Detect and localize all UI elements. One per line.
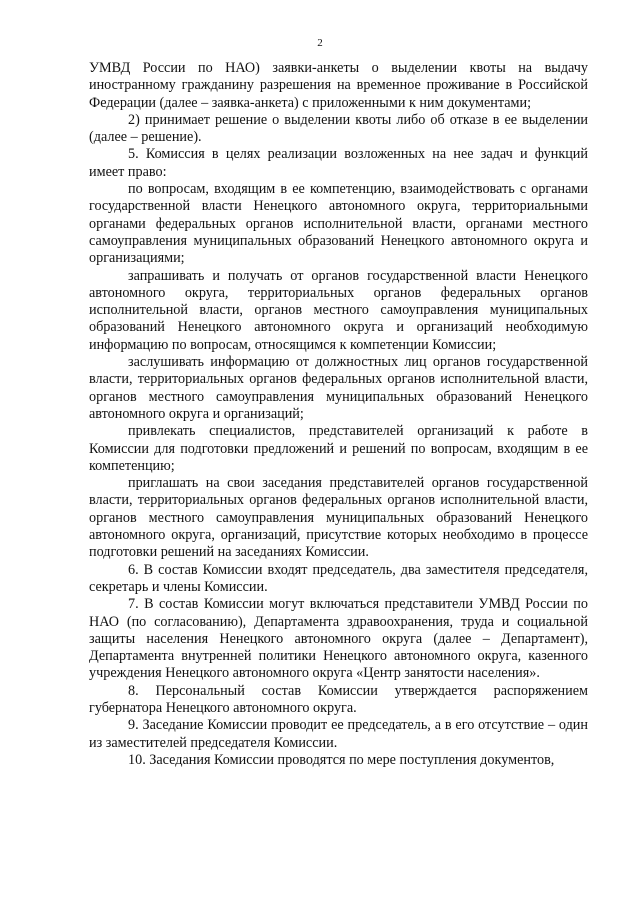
paragraph-composition: 6. В состав Комиссии входят председатель, два заместителя председателя, секретарь и члены Комиссии. (89, 561, 588, 595)
paragraph-meeting-chair: 9. Заседание Комиссии проводит ее председатель, а в его отсутствие – один из заместителей председателя Комиссии. (89, 717, 588, 751)
page-number: 2 (317, 37, 323, 49)
paragraph-request-information: запрашивать и получать от органов государственной власти Ненецкого автономного округа, территориальных органов федеральных органов исполнительной власти, органов местного самоуправления муниципальных образований Ненецкого автономного округа и организаций необходимую информацию по вопросам, относящимся к компетенции Комиссии; (89, 267, 588, 353)
paragraph-possible-members: 7. В состав Комиссии могут включаться представители УМВД России по НАО (по согласованию), Департамента здравоохранения, труда и социальной защиты населения Ненецкого автономного округа (далее – Департамент), Департамента внутренней политики Ненецкого автономного округа, казенного учреждения Ненецкого автономного округа «Центр занятости населения». (89, 596, 588, 682)
paragraph-invite-representatives: приглашать на свои заседания представителей органов государственной власти, территориальных органов федеральных органов исполнительной власти, органов местного самоуправления муниципальных образований Ненецкого автономного округа, организаций, присутствие которых необходимо в процессе подготовки решений на заседаниях Комиссии. (89, 475, 588, 561)
paragraph-application-continuation: УМВД России по НАО) заявки-анкеты о выделении квоты на выдачу иностранному гражданину разрешения на временное проживание в Российской Федерации (далее – заявка-анкета) с приложенными к ним документами; (89, 60, 588, 111)
paragraph-decision: 2) принимает решение о выделении квоты либо об отказе в ее выделении (далее – решение). (89, 111, 588, 146)
document-body (89, 60, 588, 769)
paragraph-hear-officials: заслушивать информацию от должностных лиц органов государственной власти, территориальных органов федеральных органов исполнительной власти, органов местного самоуправления муниципальных образований Ненецкого автономного округа и организаций; (89, 354, 588, 422)
paragraph-commission-rights: 5. Комиссия в целях реализации возложенных на нее задач и функций имеет право: (89, 146, 588, 180)
paragraph-personal-composition: 8. Персональный состав Комиссии утверждается распоряжением губернатора Ненецкого автономного округа. (89, 682, 588, 716)
paragraph-meeting-schedule: 10. Заседания Комиссии проводятся по мере поступления документов, (128, 751, 555, 768)
paragraph-interaction: по вопросам, входящим в ее компетенцию, взаимодействовать с органами государственной власти Ненецкого автономного округа, территориальными органами федеральных органов исполнительной власти, органами местного самоуправления муниципальных образований Ненецкого автономного округа и организациями; (89, 181, 588, 267)
paragraph-involve-specialists: привлекать специалистов, представителей организаций к работе в Комиссии для подготовки предложений и решений по вопросам, входящим в ее компетенцию; (89, 423, 588, 474)
